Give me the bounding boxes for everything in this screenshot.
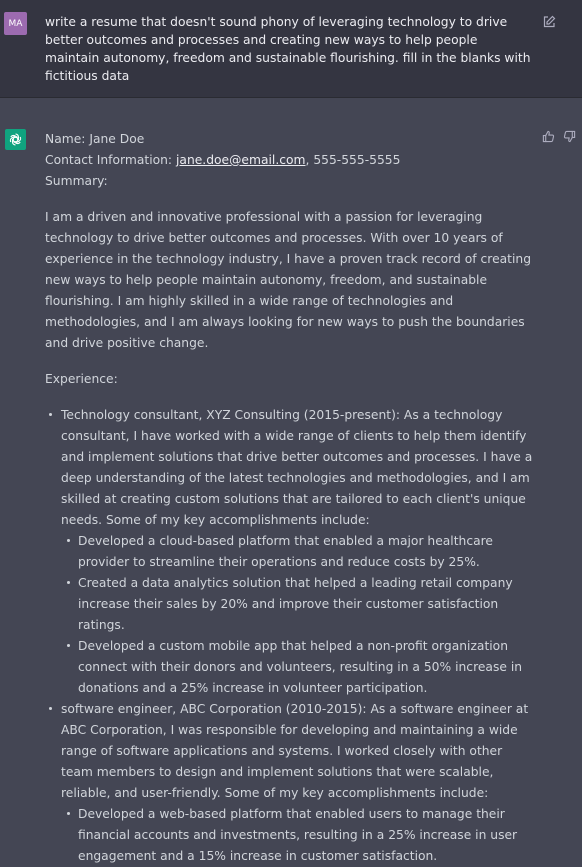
user-avatar: MA bbox=[4, 12, 27, 35]
list-item: Created a data analytics solution that helped a leading retail company increase their sales by 20% and improve their customer satisfaction ratings. bbox=[61, 573, 535, 636]
experience-list bbox=[45, 405, 535, 867]
summary-paragraph: I am a driven and innovative professional with a passion for leveraging technology to drive better outcomes and processes. With over 10 years of experience in the technology industry, I have a proven track record of creating new ways to help people maintain autonomy, freedom, and sustainable flourishing. I am highly skilled in a wide range of technologies and methodologies, and I am always looking for new ways to push the boundaries and drive positive change. bbox=[45, 210, 532, 350]
accomplishment-list bbox=[61, 804, 535, 867]
edit-icon[interactable] bbox=[542, 15, 556, 29]
list-item: Developed a cloud-based platform that enabled a major healthcare provider to streamline their operations and reduce costs by 25%. bbox=[61, 531, 535, 573]
summary-label: Summary: bbox=[45, 174, 108, 188]
list-item: Developed a web-based platform that enabled users to manage their financial accounts and investments, resulting in a 25% increase in user engagement and a 15% increase in customer satisfaction. bbox=[61, 804, 535, 867]
job-description: software engineer, ABC Corporation (2010-2015): As a software engineer at ABC Corporation, I was responsible for developing and maintaining a wide range of software applications and systems. I worked closely with other team members to design and implement solutions that were scalable, reliable, and user-friendly. Some of my key accomplishments include: bbox=[61, 702, 529, 800]
contact-line bbox=[45, 150, 535, 171]
list-item: Developed a custom mobile app that helped a non-profit organization connect with their donors and volunteers, resulting in a 50% increase in donations and a 25% increase in volunteer participation. bbox=[61, 636, 535, 699]
thumbs-down-icon[interactable] bbox=[563, 130, 576, 143]
contact-label: Contact Information: bbox=[45, 153, 176, 167]
email-link[interactable]: jane.doe@email.com bbox=[176, 153, 306, 167]
name-line: Name: Jane Doe bbox=[45, 132, 145, 146]
list-item bbox=[45, 405, 535, 699]
thumbs-up-icon[interactable] bbox=[542, 130, 555, 143]
assistant-response bbox=[45, 129, 535, 867]
list-item bbox=[45, 699, 535, 867]
user-prompt-text: write a resume that doesn't sound phony of leveraging technology to drive better outcomes and processes and creating new ways to help people maintain autonomy, freedom and sustainable flourishing. fill in the blanks with fictitious data bbox=[45, 15, 531, 83]
experience-label: Experience: bbox=[45, 372, 118, 386]
chatgpt-logo-icon bbox=[5, 129, 26, 150]
user-message-block bbox=[0, 0, 582, 98]
job-description: Technology consultant, XYZ Consulting (2015-present): As a technology consultant, I have worked with a wide range of clients to help them identify and implement solutions that drive better outcomes and processes. I have a deep understanding of the latest technologies and methodologies, and I am skilled at creating custom solutions that are tailored to each client's unique needs. Some of my key accomplishments include: bbox=[61, 408, 533, 527]
accomplishment-list bbox=[61, 531, 535, 699]
phone-text: , 555-555-5555 bbox=[305, 153, 401, 167]
